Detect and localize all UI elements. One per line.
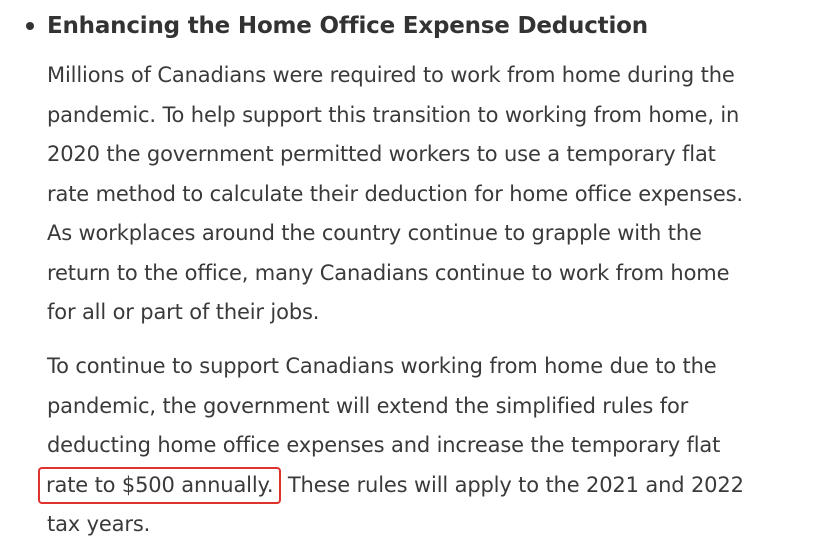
paragraph-line: Millions of Canadians were required to work from home during the (47, 63, 735, 87)
paragraph-line: return to the office, many Canadians continue to work from home (47, 260, 730, 285)
paragraph-line: tax years. (47, 512, 151, 536)
section-heading: Enhancing the Home Office Expense Deduction (47, 13, 648, 39)
paragraph-1 (47, 56, 743, 333)
paragraph-line: pandemic. To help support this transition to working from home, in (47, 102, 740, 127)
paragraph-line: deducting home office expenses and increase the temporary flat (47, 433, 721, 457)
paragraph-line: for all or part of their jobs. (47, 300, 320, 324)
highlighted-rate: rate to $500 annually. (38, 467, 281, 504)
paragraph-line: To continue to support Canadians working from home due to the (47, 354, 717, 378)
paragraph-line: rate method to calculate their deduction for home office expenses. (47, 181, 743, 206)
paragraph-line: As workplaces around the country continue to grapple with the (47, 221, 702, 245)
paragraph-line-highlight (47, 466, 744, 506)
paragraph-line: pandemic, the government will extend the simplified rules for (47, 393, 689, 418)
paragraph-line: 2020 the government permitted workers to use a temporary flat (47, 142, 716, 166)
bullet-dot-icon (26, 22, 34, 30)
rules-text: These rules will apply to the 2021 and 2022 (281, 472, 744, 497)
paragraph-2 (47, 347, 744, 545)
